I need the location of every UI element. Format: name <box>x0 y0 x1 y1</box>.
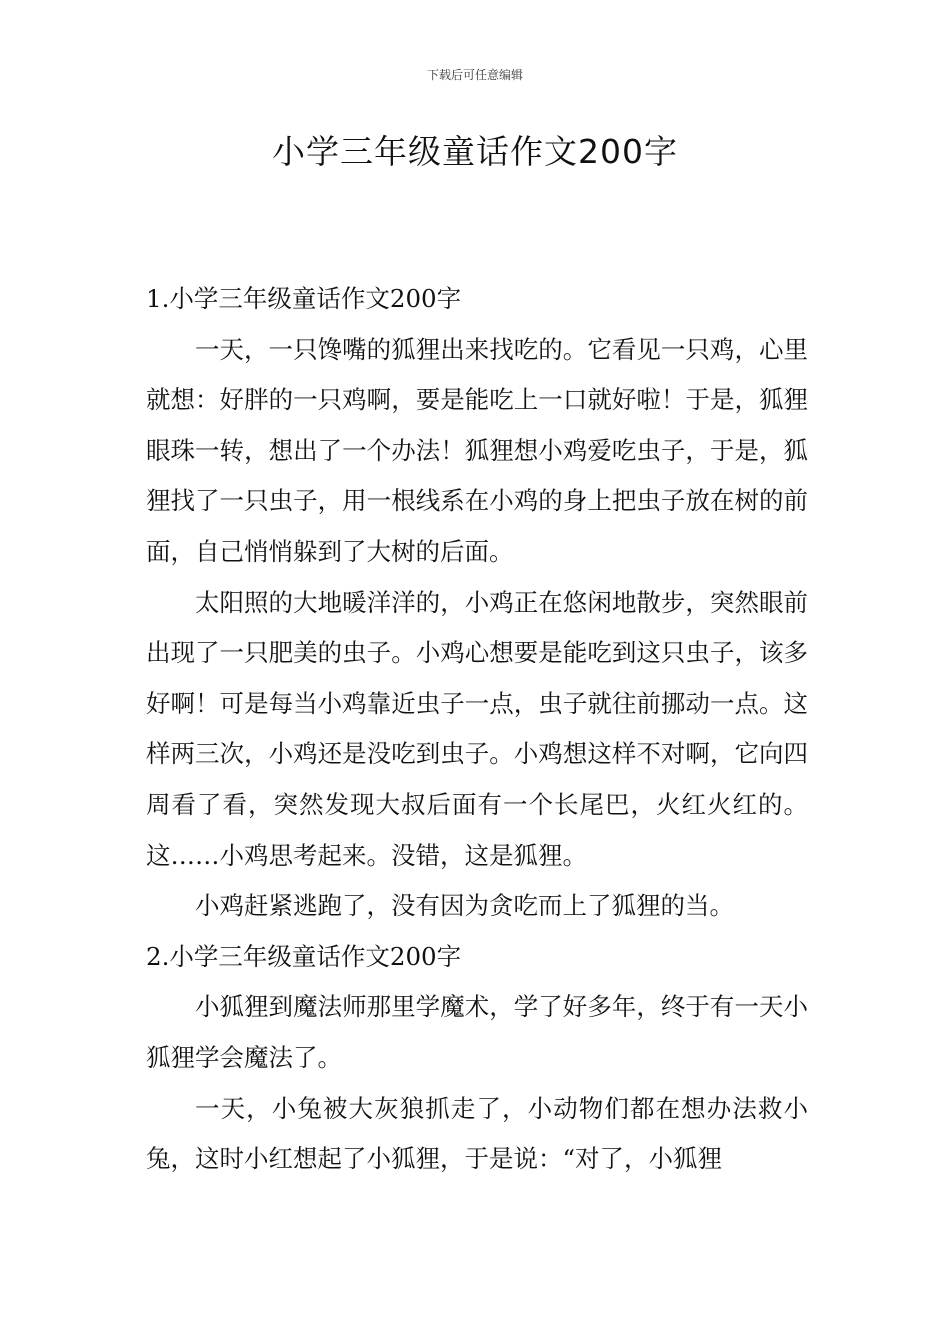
document-body <box>146 274 808 1185</box>
section-heading-2: 2.小学三年级童话作文200字 <box>146 941 462 971</box>
paragraph: 一天，小兔被大灰狼抓走了，小动物们都在想办法救小兔，这时小红想起了小狐狸，于是说：“对了，小狐狸 <box>146 1093 808 1174</box>
header-note: 下载后可任意编辑 <box>426 68 523 82</box>
section-heading-1: 1.小学三年级童话作文200字 <box>146 284 462 313</box>
document-title: 小学三年级童话作文200字 <box>272 132 678 171</box>
paragraph: 小鸡赶紧逃跑了，没有因为贪吃而上了狐狸的当。 <box>195 891 734 921</box>
paragraph: 一天，一只馋嘴的狐狸出来找吃的。它看见一只鸡，心里就想：好胖的一只鸡啊，要是能吃上一口就好啦！于是，狐狸眼珠一转，想出了一个办法！狐狸想小鸡爱吃虫子，于是，狐狸找了一只虫子，用一根线系在小鸡的身上把虫子放在树的前面，自己悄悄躲到了大树的后面。 <box>146 334 808 566</box>
paragraph: 小狐狸到魔法师那里学魔术，学了好多年，终于有一天小狐狸学会魔法了。 <box>146 992 808 1072</box>
paragraph: 太阳照的大地暖洋洋的，小鸡正在悠闲地散步，突然眼前出现了一只肥美的虫子。小鸡心想要是能吃到这只虫子，该多好啊！可是每当小鸡靠近虫子一点，虫子就往前挪动一点。这样两三次，小鸡还是没吃到虫子。小鸡想这样不对啊，它向四周看了看，突然发现大叔后面有一个长尾巴，火红火红的。这……小鸡思考起来。没错，这是狐狸。 <box>146 587 808 870</box>
